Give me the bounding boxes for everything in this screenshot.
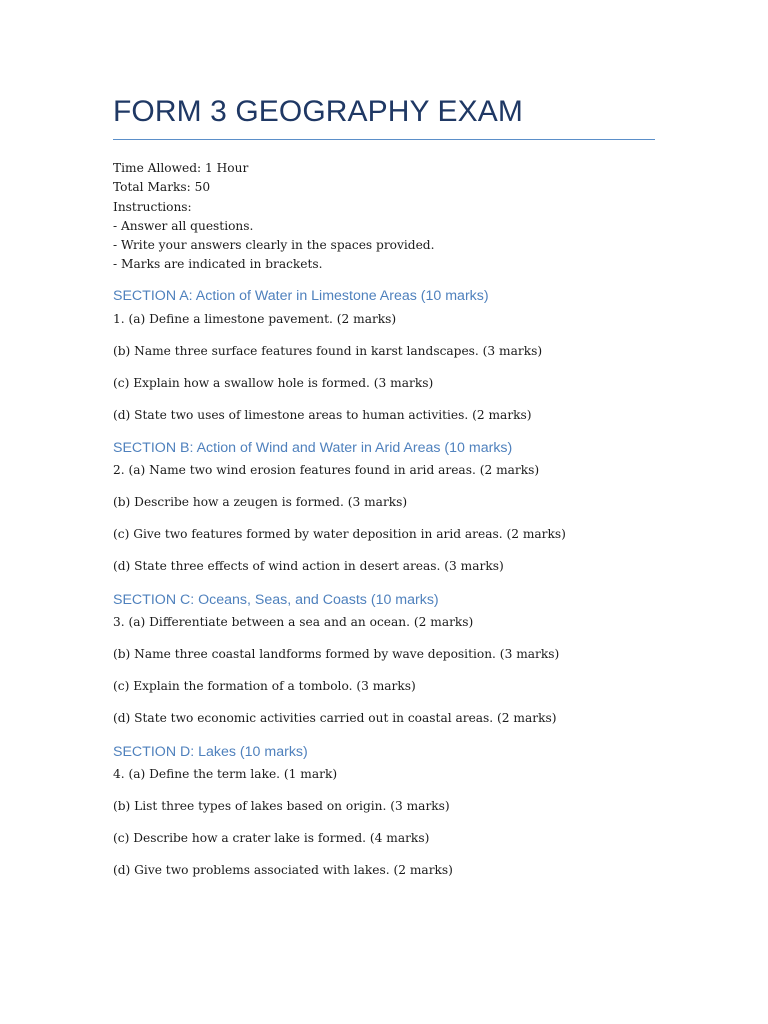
question-item: (b) Name three surface features found in karst landscapes. (3 marks) <box>113 344 543 358</box>
question-item: (d) State two economic activities carried out in coastal areas. (2 marks) <box>113 711 557 725</box>
section-a-heading: SECTION A: Action of Water in Limestone Areas (10 marks) <box>113 288 489 304</box>
question-item: (d) Give two problems associated with lakes. (2 marks) <box>113 863 453 877</box>
question-item: (b) Describe how a zeugen is formed. (3 marks) <box>113 495 408 509</box>
question-item: (c) Give two features formed by water deposition in arid areas. (2 marks) <box>113 527 566 541</box>
exam-info <box>113 159 435 275</box>
page-title: FORM 3 GEOGRAPHY EXAM <box>113 95 523 128</box>
title-underline <box>113 139 655 140</box>
question-item: (c) Explain the formation of a tombolo. (3 marks) <box>113 679 416 693</box>
question-item: 1. (a) Define a limestone pavement. (2 marks) <box>113 312 397 326</box>
question-item: (b) List three types of lakes based on origin. (3 marks) <box>113 799 450 813</box>
question-item: 2. (a) Name two wind erosion features found in arid areas. (2 marks) <box>113 463 540 477</box>
section-c-heading: SECTION C: Oceans, Seas, and Coasts (10 marks) <box>113 592 439 608</box>
section-b-heading: SECTION B: Action of Wind and Water in Arid Areas (10 marks) <box>113 440 513 456</box>
question-item: (d) State three effects of wind action in desert areas. (3 marks) <box>113 559 504 573</box>
instruction-item: - Answer all questions. <box>113 218 254 233</box>
instructions-label: Instructions: <box>113 199 192 214</box>
section-d-heading: SECTION D: Lakes (10 marks) <box>113 744 308 760</box>
instruction-item: - Marks are indicated in brackets. <box>113 257 323 272</box>
question-item: 3. (a) Differentiate between a sea and an ocean. (2 marks) <box>113 615 474 629</box>
question-item: (d) State two uses of limestone areas to human activities. (2 marks) <box>113 408 532 422</box>
question-item: (b) Name three coastal landforms formed by wave deposition. (3 marks) <box>113 647 560 661</box>
question-item: (c) Describe how a crater lake is formed. (4 marks) <box>113 831 430 845</box>
time-allowed: Time Allowed: 1 Hour <box>113 161 249 175</box>
question-item: (c) Explain how a swallow hole is formed. (3 marks) <box>113 376 434 390</box>
total-marks: Total Marks: 50 <box>113 180 211 195</box>
question-item: 4. (a) Define the term lake. (1 mark) <box>113 767 338 781</box>
instruction-item: - Write your answers clearly in the spaces provided. <box>113 238 435 253</box>
